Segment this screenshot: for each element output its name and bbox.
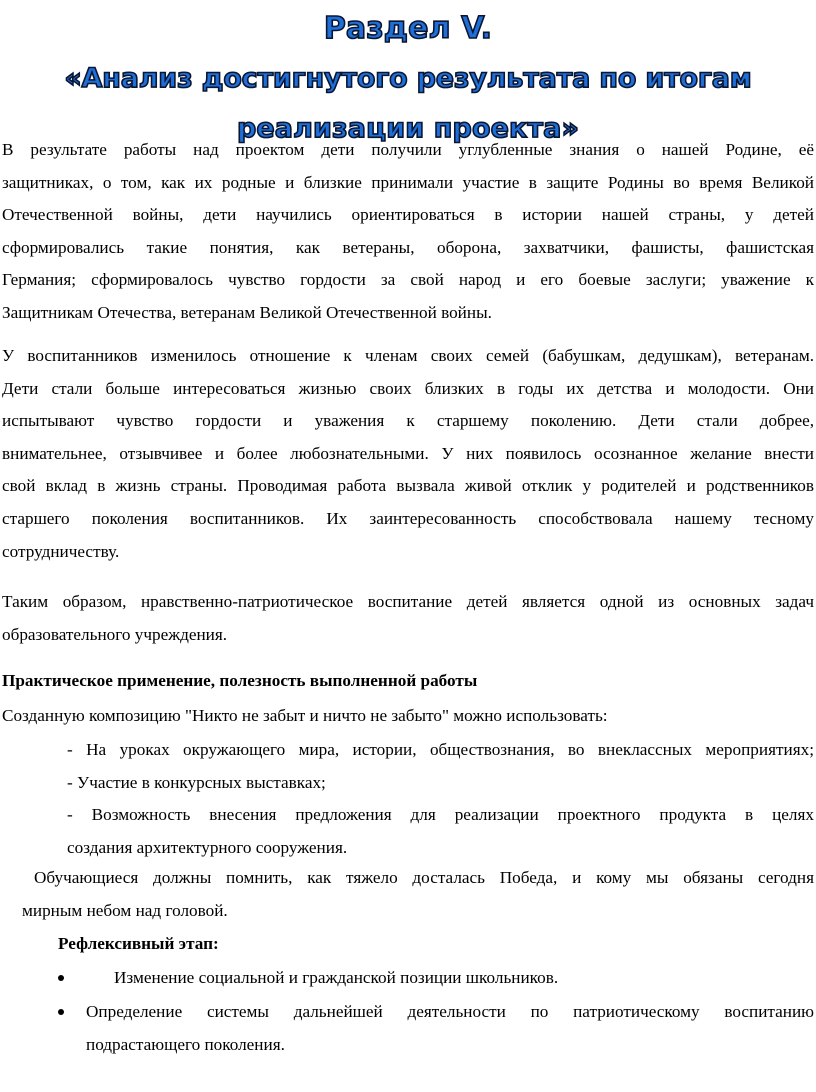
text-line: испытывают чувство гордости и уважения к старшему поколению. Дети стали добрее, (2, 411, 814, 431)
list-item: - На уроках окружающего мира, истории, обществознания, во внеклассных мероприятиях; (67, 740, 814, 759)
usage-list (67, 734, 814, 864)
text-line: Обучающиеся должны помнить, как тяжело досталась Победа, и кому мы обязаны сегодня (34, 868, 814, 887)
text-line: Защитникам Отечества, ветеранам Великой Отечественной войны. (2, 302, 492, 322)
bullet-icon (58, 1009, 64, 1015)
list-item: создания архитектурного сооружения. (67, 837, 348, 857)
text-line: Отечественной войны, дети научились ориентироваться в истории нашей страны, у детей (2, 205, 814, 225)
text-line: У воспитанников изменилось отношение к членам своих семей (бабушкам, дедушкам), ветеранам. (2, 346, 814, 365)
pupils-paragraph (2, 340, 814, 568)
bullet-text (86, 996, 814, 1061)
bullet-icon (58, 975, 64, 981)
text-line: сотрудничеству. (2, 541, 120, 561)
composition-intro: Созданную композицию "Никто не забыт и ничто не забыто" можно использовать: (2, 706, 608, 725)
text-line: В результате работы над проектом дети получили углубленные знания о нашей Родине, её (2, 140, 814, 159)
title-line-1: Раздел V. (323, 11, 493, 46)
text-line: сформировались такие понятия, как ветераны, оборона, захватчики, фашисты, фашистская (2, 237, 814, 257)
text-line: Определение системы дальнейшей деятельности по патриотическому воспитанию (86, 1002, 814, 1021)
list-item: - Участие в конкурсных выставках; (67, 772, 326, 792)
text-line: свой вклад в жизнь страны. Проводимая работа вызвала живой отклик у родителей и родственников (2, 476, 814, 496)
text-line: мирным небом над головой. (22, 900, 228, 920)
text-line: внимательнее, отзывчивее и более любознательными. У них появилось осознанное желание внести (2, 443, 814, 463)
title-line-2: «Анализ достигнутого результата по итогам (64, 63, 752, 94)
text-line: образовательного учреждения. (2, 624, 228, 644)
practical-heading: Практическое применение, полезность выполненной работы (2, 671, 478, 690)
text-line: Таким образом, нравственно-патриотическое воспитание детей является одной из основных задач (2, 592, 814, 611)
list-item: - Возможность внесения предложения для реализации проектного продукта в целях (67, 805, 814, 824)
victory-paragraph (22, 862, 814, 927)
results-paragraph (2, 134, 814, 330)
text-line: подрастающего поколения. (86, 1034, 285, 1054)
reflexive-heading: Рефлексивный этап: (58, 934, 219, 953)
conclusion-paragraph (2, 586, 814, 651)
bullet-text: Изменение социальной и гражданской позиции школьников. (114, 968, 559, 987)
text-line: старшего поколения воспитанников. Их заинтересованность способствовала нашему тесному (2, 508, 814, 528)
text-line: Дети стали больше интересоваться жизнью своих близких в годы их детства и молодости. Они (2, 378, 814, 398)
text-line: Германия; сформировалось чувство гордости за свой народ и его боевые заслуги; уважение к (2, 270, 814, 290)
text-line: защитниках, о том, как их родные и близкие принимали участие в защите Родины во время Великой (2, 172, 814, 192)
section-title (0, 4, 816, 154)
title-line-3: реализации проекта» (236, 113, 580, 144)
